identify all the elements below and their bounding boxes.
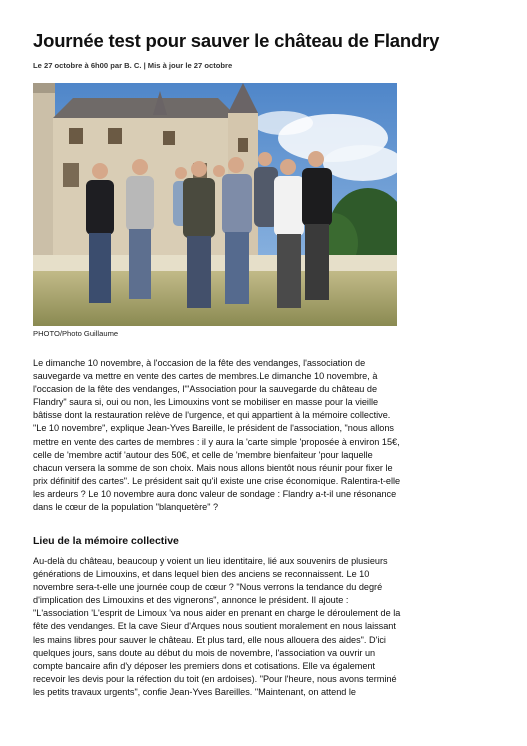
- section-heading: Lieu de la mémoire collective: [33, 535, 179, 547]
- photo-caption: PHOTO/Photo Guillaume: [33, 329, 119, 338]
- paragraph-text: Le dimanche 10 novembre, à l'occasion de la fête des vendanges, l'association de sauvegarde va mettre en vente des cartes de membres.Le dimanche 10 novembre, à l'occasion de la fête des vendanges, l'"Association pour la sauvegarde du château de Flandry" saura si, oui ou non, les Limouxins vont se mobiliser en masse pour la vieille bâtisse dont la restauration relève de l'urgence, et qui appartient à la mémoire collective. "Le 10 novembre", explique Jean-Yves Bareille, le président de l'association, "nous allons mettre en vente des cartes de membres : il y aura la 'carte simple 'proposée à environ 15€, celle de 'membre actif 'autour des 50€, et celle de 'membre bienfaiteur 'pour laquelle chacun versera la somme de son choix. Mais nous allons bientôt nous réunir pour fixer le prix définitif des cartes". Le président sait qu'il existe une crise économique. Ralentira-t-elle les ardeurs ? Le 10 novembre aura donc valeur de sondage : Flandry a-t-il une résonance dans le cœur de la population "blanquetère" ?: [33, 358, 401, 513]
- article-title: Journée test pour sauver le château de Flandry: [33, 30, 440, 51]
- paragraph-text: Au-delà du château, beaucoup y voient un lieu identitaire, lié aux souvenirs de plusieurs générations de Limouxins, et dans lequel bien des anciens se reconnaissent. Le 10 novembre sera-t-elle une journée coup de cœur ? "Nous verrons la tendance du degré d'implication des Limouxins et des vignerons", annonce le président. Il ajoute : "L'association 'L'esprit de Limoux 'va nous aider en prenant en charge le déroulement de la fête des vendanges. Et la cave Sieur d'Arques nous soutient moralement en nous laissant les mains libres pour sauver le château. Et plus tard, elle nous allouera des aides". D'ici quelques jours, sans doute au début du mois de novembre, l'association va ouvrir un compte bancaire afin d'y déposer les premiers dons et cotisations. Elle va également recevoir les devis pour la réfection du toit (en ardoises). "Pour l'heure, nous avons terminé les petits travaux urgents", confie Jean-Yves Bareilles. "Maintenant, on attend le: [33, 556, 401, 697]
- group-photo: [33, 83, 397, 326]
- article-byline: Le 27 octobre à 6h00 par B. C. | Mis à jour le 27 octobre: [33, 61, 233, 70]
- article-paragraph: [33, 357, 403, 514]
- article-paragraph: [33, 555, 403, 699]
